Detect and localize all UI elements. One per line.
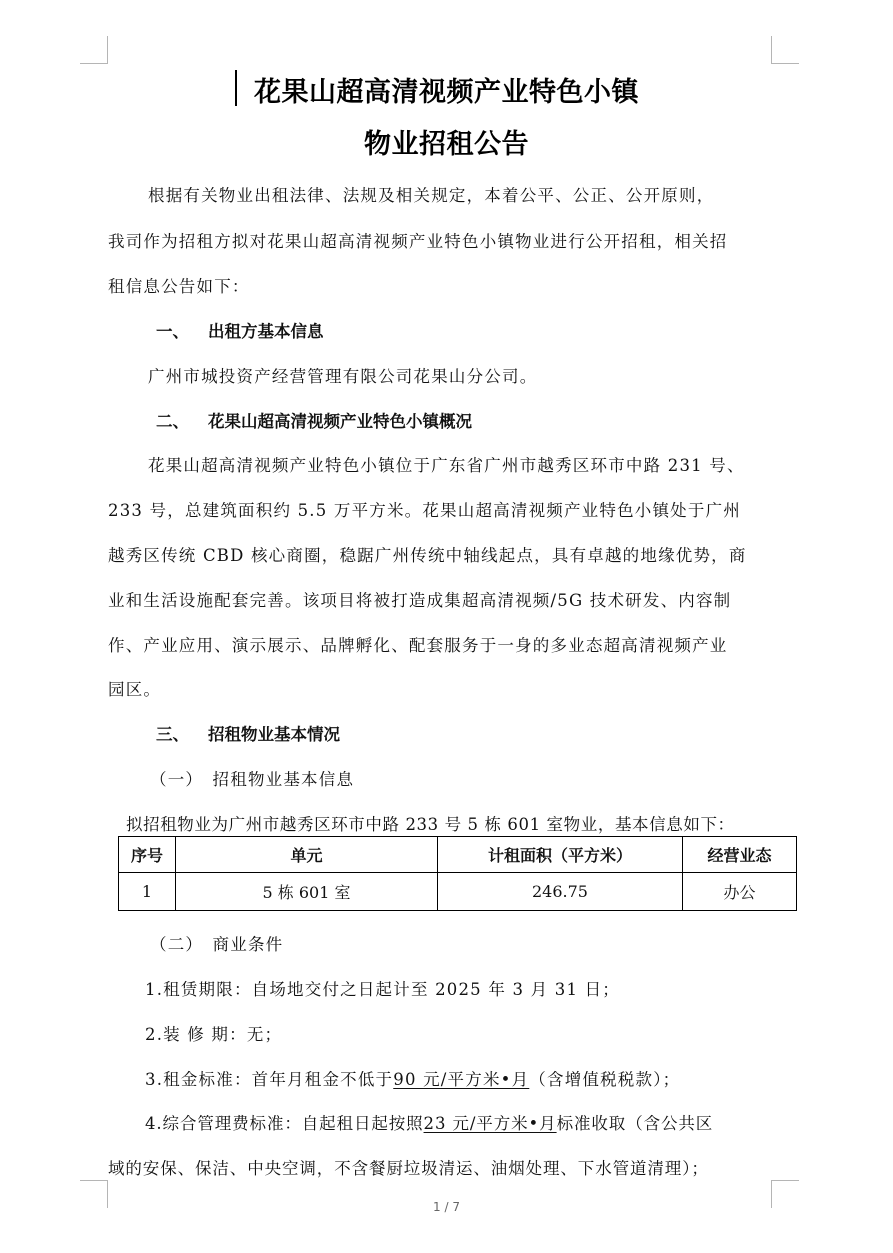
section-heading-1 <box>156 318 324 342</box>
property-intro: 拟招租物业为广州市越秀区环市中路 233 号 5 栋 601 室物业，基本信息如下： <box>126 815 735 834</box>
crop-mark-top-right <box>771 36 799 64</box>
condition-3-prefix: 3.租金标准：首年月租金不低于 <box>145 1070 394 1089</box>
overview-line-4: 业和生活设施配套完善。该项目将被打造成集超高清视频/5G 技术研发、内容制 <box>108 591 732 610</box>
section-heading-3 <box>156 721 340 745</box>
section-number: 三、 <box>156 725 189 744</box>
rent-price: 90 元/平方米•月 <box>393 1070 530 1089</box>
section-title: 招租物业基本情况 <box>208 725 340 744</box>
page-number: 1 / 7 <box>433 1200 460 1214</box>
table-row <box>119 873 797 911</box>
condition-4-prefix: 4.综合管理费标准：自起租日起按照 <box>145 1114 424 1133</box>
condition-4-suffix: 标准收取（含公共区 <box>556 1114 714 1133</box>
table-header-cell: 计租面积（平方米） <box>438 837 683 873</box>
overview-line-1: 花果山超高清视频产业特色小镇位于广东省广州市越秀区环市中路 231 号、 <box>148 456 745 475</box>
table-header-cell: 经营业态 <box>683 837 797 873</box>
table-header-cell: 单元 <box>176 837 438 873</box>
intro-line-2: 我司作为招租方拟对花果山超高清视频产业特色小镇物业进行公开招租，相关招 <box>108 232 728 251</box>
section-title: 花果山超高清视频产业特色小镇概况 <box>208 412 472 431</box>
table-cell: 246.75 <box>438 873 683 911</box>
property-table <box>118 836 797 911</box>
overview-line-3: 越秀区传统 CBD 核心商圈，稳踞广州传统中轴线起点，具有卓越的地缘优势，商 <box>108 546 747 565</box>
overview-line-6: 园区。 <box>108 680 162 699</box>
condition-4-continued: 域的安保、保洁、中央空调，不含餐厨垃圾清运、油烟处理、下水管道清理）； <box>108 1159 709 1178</box>
subsection-1-title: （一） 招租物业基本信息 <box>150 770 355 789</box>
overview-line-2: 233 号，总建筑面积约 5.5 万平方米。花果山超高清视频产业特色小镇处于广州 <box>108 501 741 520</box>
section-title: 出租方基本信息 <box>208 322 324 341</box>
management-fee: 23 元/平方米•月 <box>423 1114 557 1133</box>
title-line-1: 花果山超高清视频产业特色小镇 <box>254 77 639 108</box>
table-cell: 5 栋 601 室 <box>176 873 438 911</box>
table-header-row <box>119 837 797 873</box>
title-line-2: 物业招租公告 <box>364 129 529 160</box>
intro-line-1: 根据有关物业出租法律、法规及相关规定，本着公平、公正、公开原则， <box>148 186 715 205</box>
table-cell: 办公 <box>683 873 797 911</box>
section-heading-2 <box>156 408 472 432</box>
condition-1: 1.租赁期限：自场地交付之日起计至 2025 年 3 月 31 日； <box>145 980 620 999</box>
condition-3 <box>145 1066 680 1090</box>
condition-4 <box>145 1110 713 1134</box>
overview-line-5: 作、产业应用、演示展示、品牌孵化、配套服务于一身的多业态超高清视频产业 <box>108 636 728 655</box>
table-header-cell: 序号 <box>119 837 176 873</box>
table-cell: 1 <box>119 873 176 911</box>
section-number: 一、 <box>156 322 189 341</box>
condition-3-suffix: （含增值税税款）； <box>529 1070 681 1089</box>
condition-2: 2.装 修 期：无； <box>145 1025 283 1044</box>
section-number: 二、 <box>156 412 189 431</box>
intro-line-3: 租信息公告如下： <box>108 277 250 296</box>
subsection-2-title: （二） 商业条件 <box>150 935 284 954</box>
lessor-text: 广州市城投资产经营管理有限公司花果山分公司。 <box>148 367 538 386</box>
crop-mark-top-left <box>80 36 108 64</box>
